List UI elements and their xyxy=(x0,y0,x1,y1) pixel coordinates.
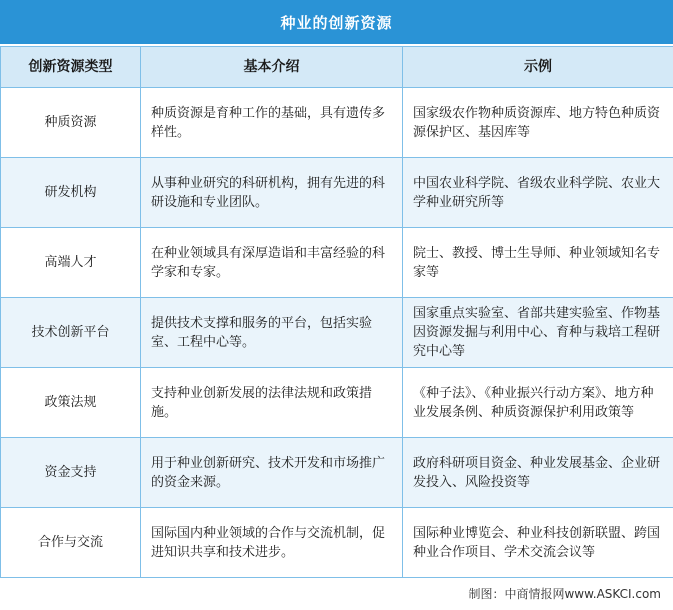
row-type-cell: 高端人才 xyxy=(1,228,141,298)
table-row xyxy=(1,298,673,368)
row-example-cell: 政府科研项目资金、种业发展基金、企业研发投入、风险投资等 xyxy=(403,438,673,508)
row-example-cell: 中国农业科学院、省级农业科学院、农业大学种业研究所等 xyxy=(403,158,673,228)
row-example-cell: 院士、教授、博士生导师、种业领域知名专家等 xyxy=(403,228,673,298)
row-type-cell: 政策法规 xyxy=(1,368,141,438)
row-example-cell: 国家级农作物种质资源库、地方特色种质资源保护区、基因库等 xyxy=(403,88,673,158)
row-intro-cell: 支持种业创新发展的法律法规和政策措施。 xyxy=(141,368,403,438)
table-row xyxy=(1,438,673,508)
table-row xyxy=(1,158,673,228)
row-intro-cell: 提供技术支撑和服务的平台，包括实验室、工程中心等。 xyxy=(141,298,403,368)
row-example-cell: 国际种业博览会、种业科技创新联盟、跨国种业合作项目、学术交流会议等 xyxy=(403,508,673,578)
row-intro-cell: 用于种业创新研究、技术开发和市场推广的资金来源。 xyxy=(141,438,403,508)
innovation-resources-table xyxy=(0,46,673,578)
column-header-type: 创新资源类型 xyxy=(1,47,141,88)
row-intro-cell: 在种业领域具有深厚造诣和丰富经验的科学家和专家。 xyxy=(141,228,403,298)
row-intro-cell: 从事种业研究的科研机构，拥有先进的科研设施和专业团队。 xyxy=(141,158,403,228)
table-row xyxy=(1,508,673,578)
table-row xyxy=(1,228,673,298)
table-row xyxy=(1,88,673,158)
column-header-example: 示例 xyxy=(403,47,673,88)
row-intro-cell: 种质资源是育种工作的基础，具有遗传多样性。 xyxy=(141,88,403,158)
table-row xyxy=(1,368,673,438)
row-type-cell: 资金支持 xyxy=(1,438,141,508)
row-type-cell: 技术创新平台 xyxy=(1,298,141,368)
row-example-cell: 《种子法》、《种业振兴行动方案》、地方种业发展条例、种质资源保护利用政策等 xyxy=(403,368,673,438)
row-example-cell: 国家重点实验室、省部共建实验室、作物基因资源发掘与利用中心、育种与栽培工程研究中心等 xyxy=(403,298,673,368)
source-credit: 制图：中商情报网www.ASKCI.com xyxy=(468,586,661,601)
row-type-cell: 合作与交流 xyxy=(1,508,141,578)
column-header-intro: 基本介绍 xyxy=(141,47,403,88)
row-type-cell: 种质资源 xyxy=(1,88,141,158)
row-intro-cell: 国际国内种业领域的合作与交流机制，促进知识共享和技术进步。 xyxy=(141,508,403,578)
row-type-cell: 研发机构 xyxy=(1,158,141,228)
table-header-row xyxy=(1,47,673,88)
page-title: 种业的创新资源 xyxy=(0,0,673,44)
